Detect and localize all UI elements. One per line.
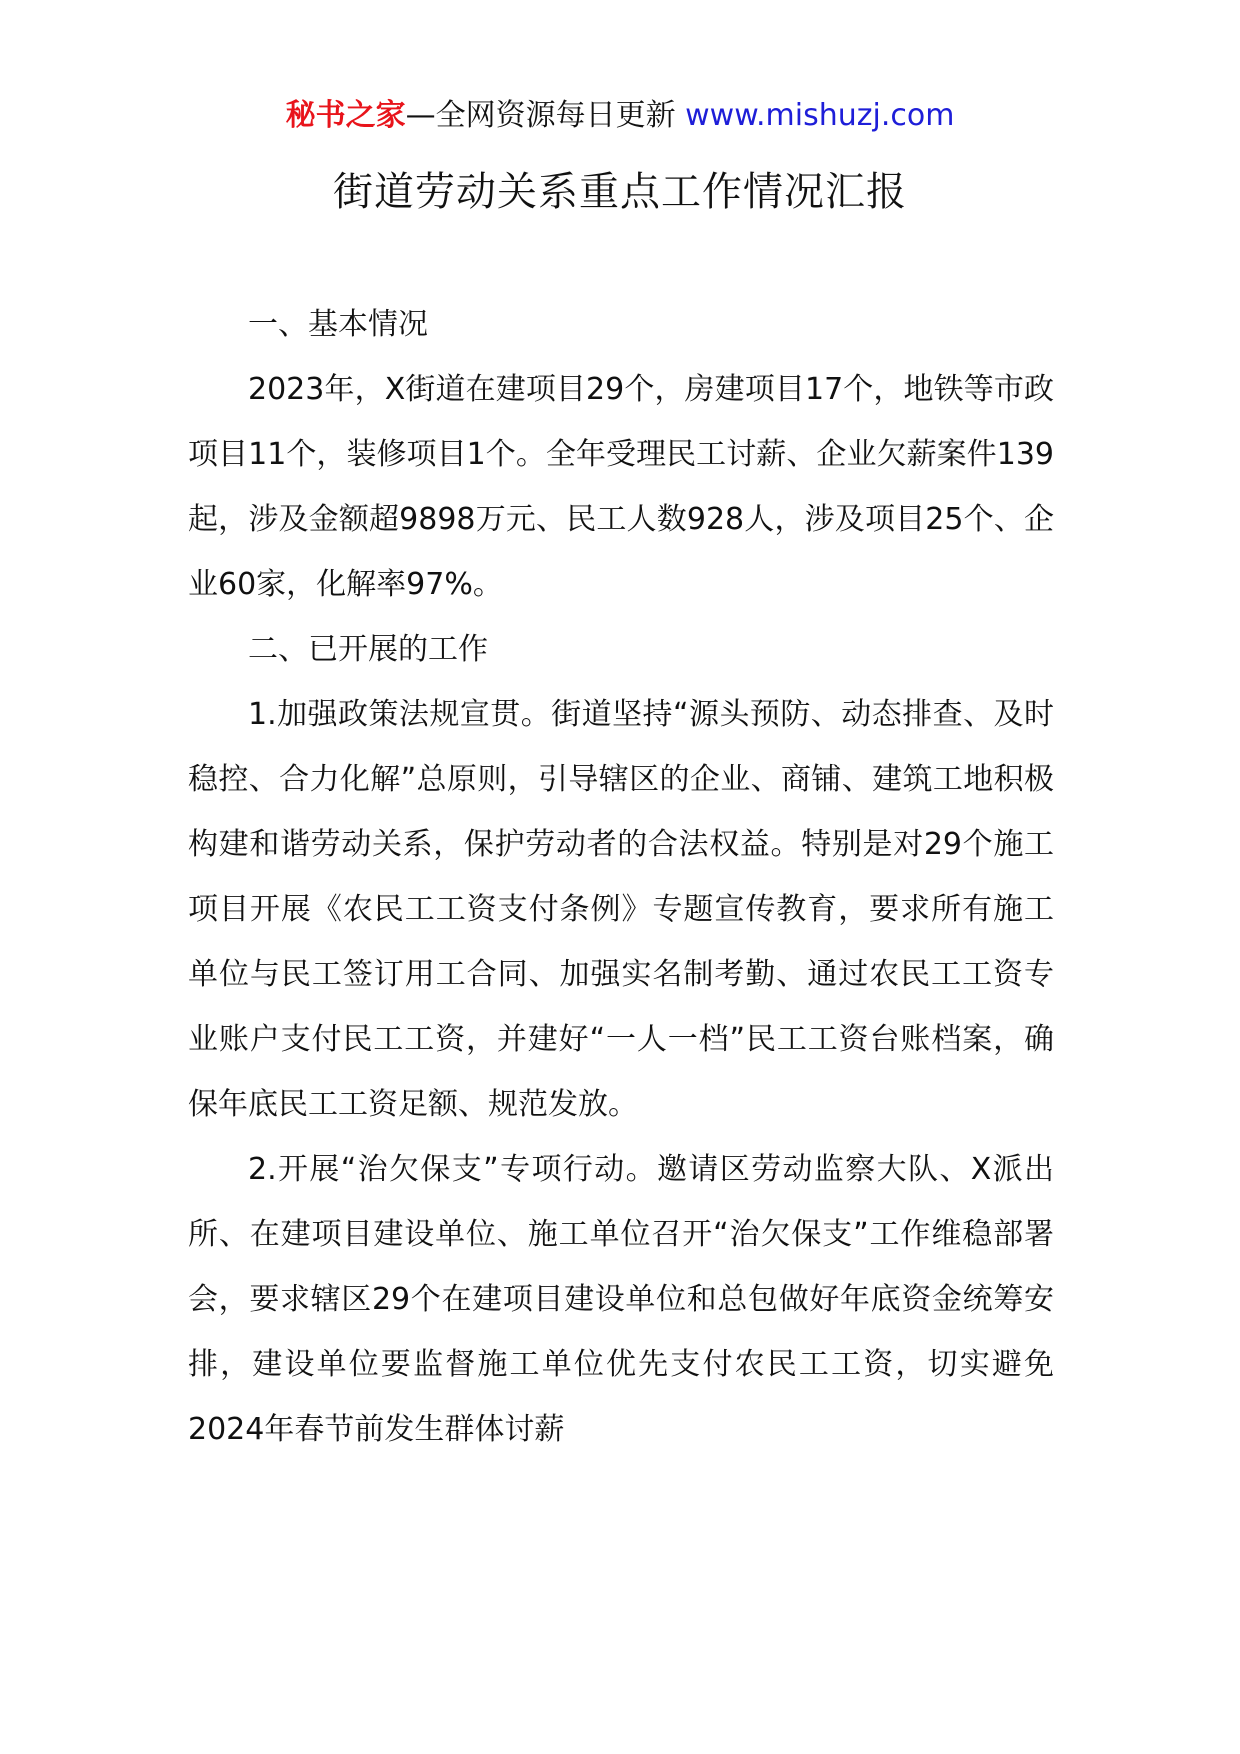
site-url: www.mishuzj.com	[685, 98, 955, 133]
section-heading-work: 二、已开展的工作	[248, 632, 488, 667]
site-tagline: —全网资源每日更新	[405, 98, 686, 133]
section-heading-basic: 一、基本情况	[248, 307, 428, 342]
paragraph-basic-stats: 2023年，X街道在建项目29个，房建项目17个，地铁等市政项目11个，装修项目1个。全年受理民工讨薪、企业欠薪案件139起，涉及金额超9898万元、民工人数928人，涉及项目25个、企业60家，化解率97%。	[188, 372, 1054, 602]
document-title: 街道劳动关系重点工作情况汇报	[333, 169, 907, 215]
site-brand-name: 秘书之家	[285, 98, 406, 133]
paragraph-policy: 1.加强政策法规宣贯。街道坚持“源头预防、动态排查、及时稳控、合力化解”总原则，引导辖区的企业、商铺、建筑工地积极构建和谐劳动关系，保护劳动者的合法权益。特别是对29个施工项目开展《农民工工资支付条例》专题宣传教育，要求所有施工单位与民工签订用工合同、加强实名制考勤、通过农民工工资专业账户支付民工工资，并建好“一人一档”民工工资台账档案，确保年底民工工资足额、规范发放。	[188, 697, 1054, 1122]
site-watermark-header	[0, 96, 1240, 136]
document-body	[188, 292, 1054, 1462]
paragraph-special-action: 2.开展“治欠保支”专项行动。邀请区劳动监察大队、X派出所、在建项目建设单位、施工单位召开“治欠保支”工作维稳部署会，要求辖区29个在建项目建设单位和总包做好年底资金统筹安排，建设单位要监督施工单位优先支付农民工工资，切实避免2024年春节前发生群体讨薪	[188, 1152, 1054, 1447]
